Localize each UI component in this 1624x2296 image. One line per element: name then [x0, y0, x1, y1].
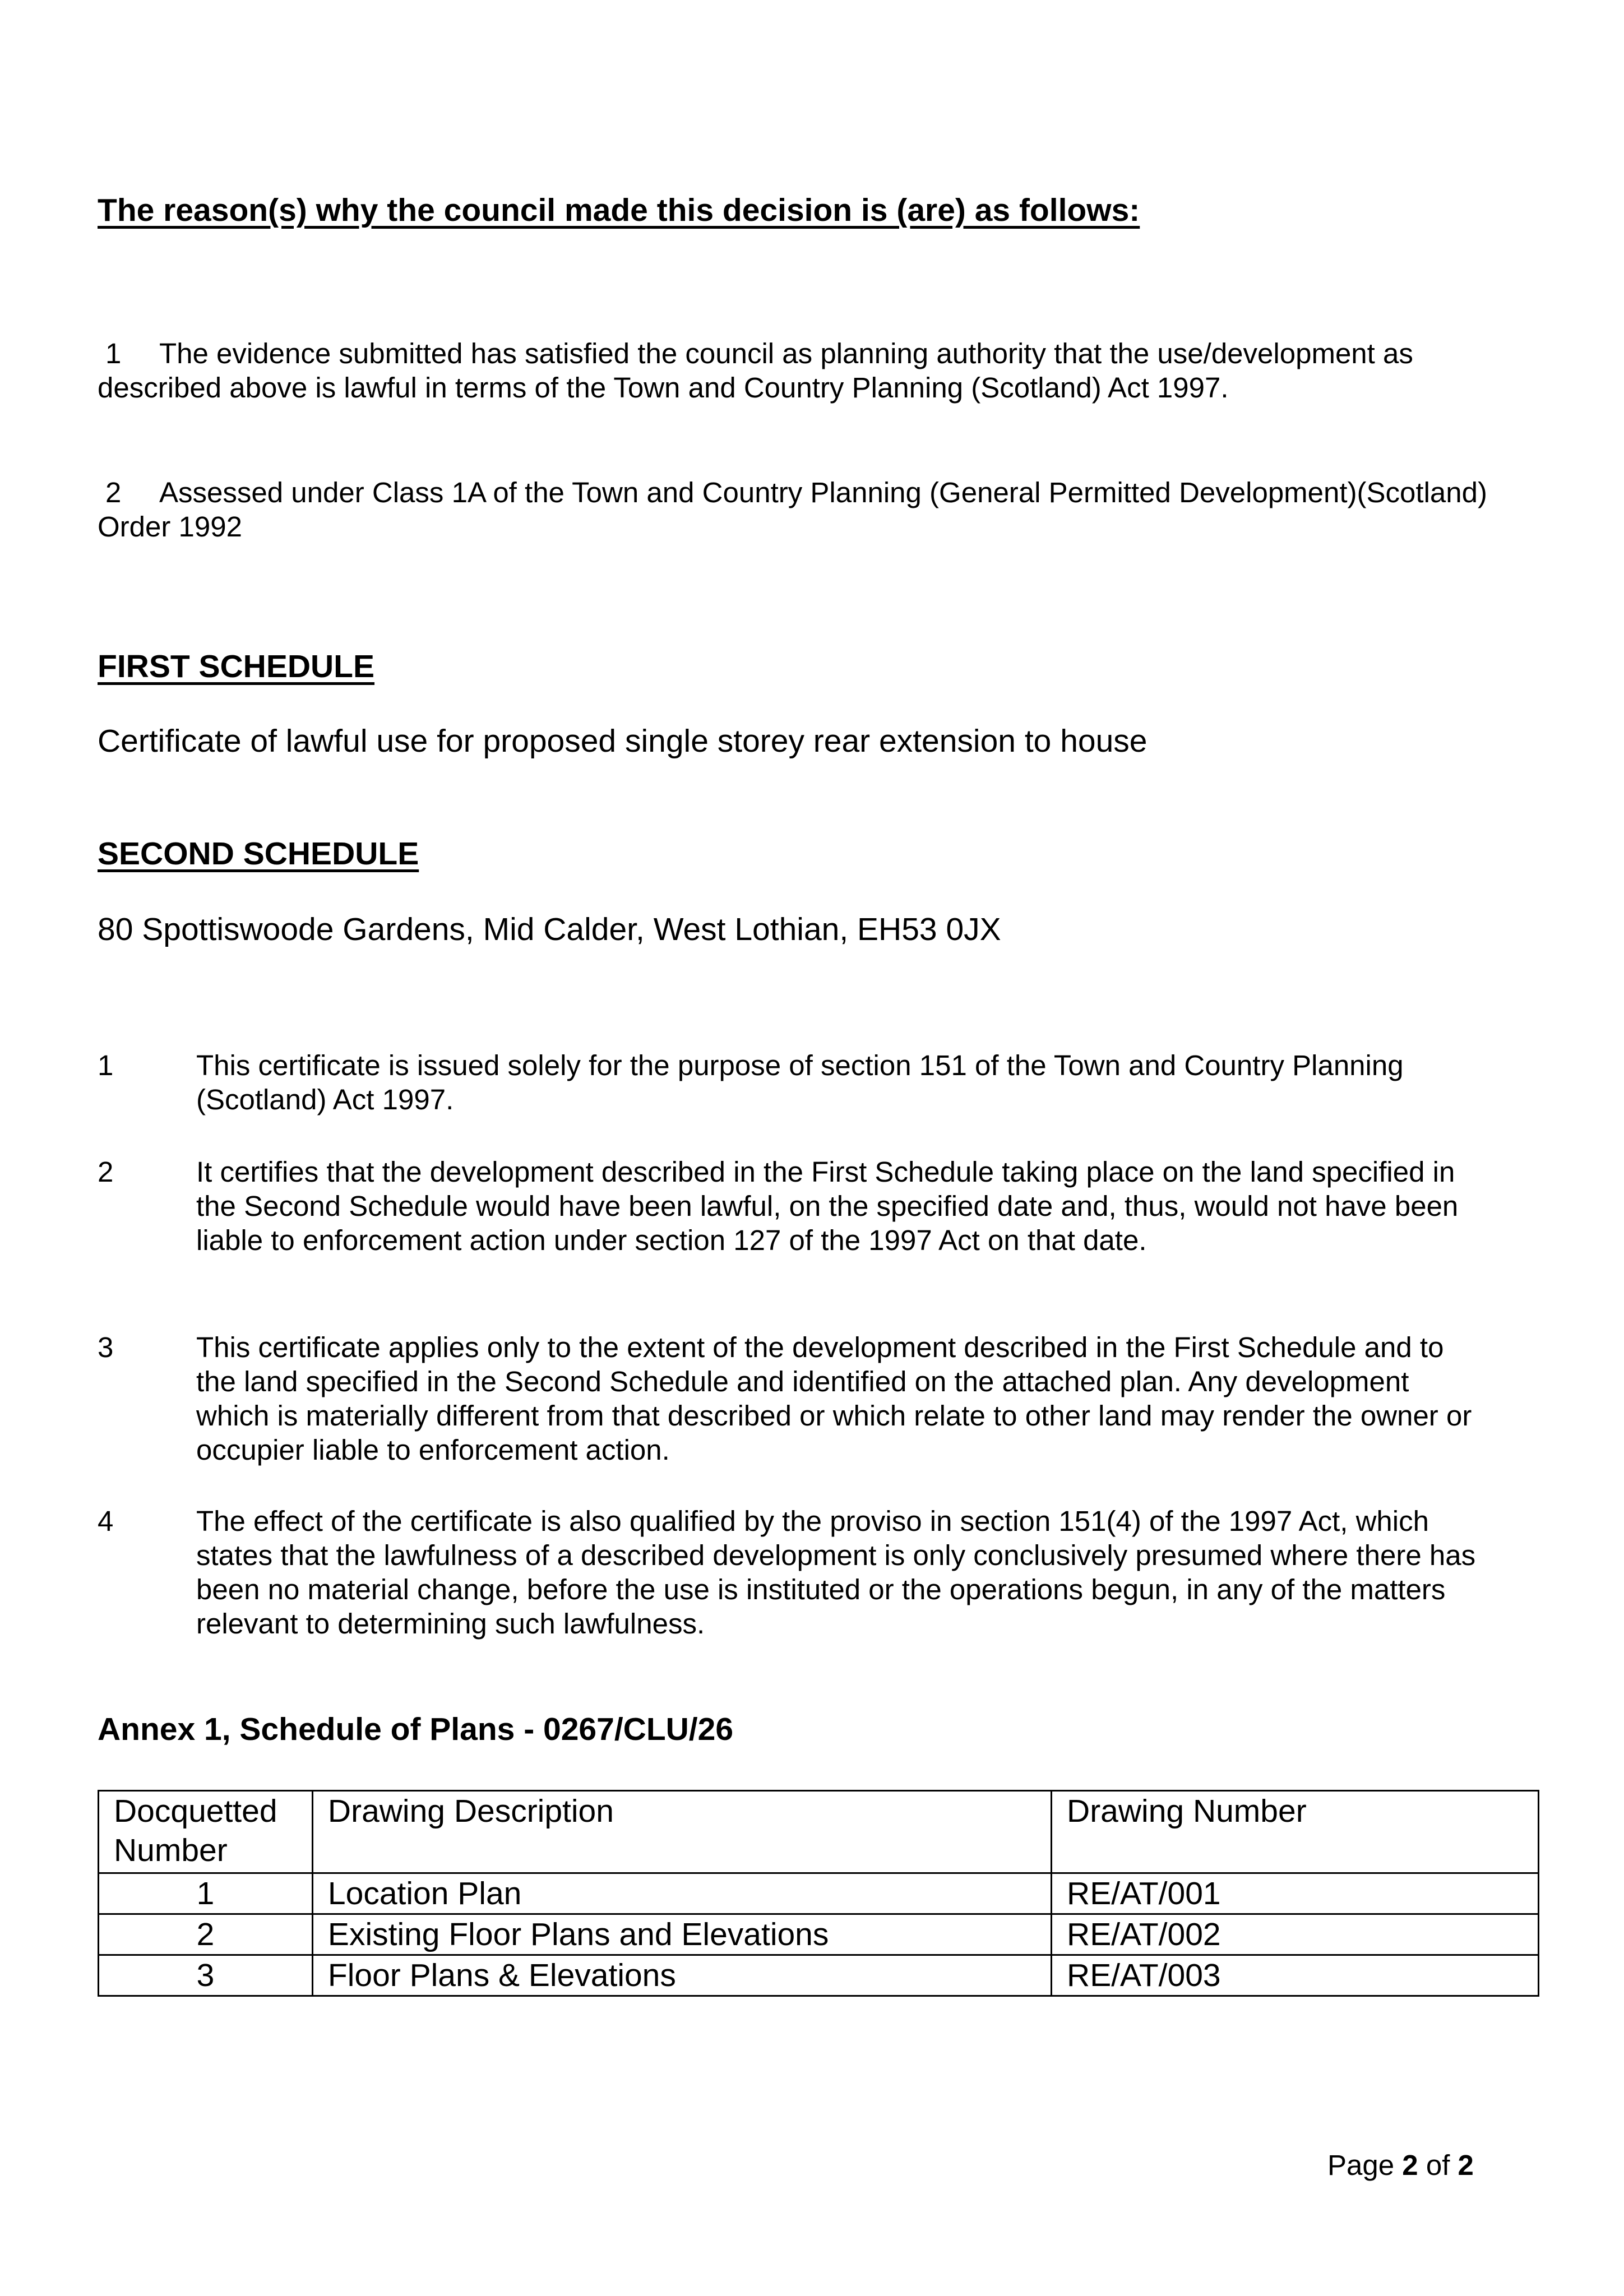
certificate-note	[98, 1330, 1488, 1467]
current-page: 2	[1402, 2149, 1418, 2181]
first-schedule-text: Certificate of lawful use for proposed single storey rear extension to house	[98, 723, 1148, 759]
reasons-heading: The reason(s) why the council made this decision is (are) as follows:	[98, 192, 1140, 228]
annex-title: Annex 1, Schedule of Plans - 0267/CLU/26	[98, 1711, 734, 1747]
docquetted-number-cell: 2	[99, 1914, 313, 1955]
table-row	[99, 1873, 1539, 1914]
drawing-description-cell: Location Plan	[312, 1873, 1051, 1914]
table-row	[99, 1955, 1539, 1996]
column-header-drawing-description: Drawing Description	[312, 1791, 1051, 1873]
reason-number: 1	[105, 337, 122, 369]
page-label: Page	[1327, 2149, 1395, 2181]
reason-text: Assessed under Class 1A of the Town and Country Planning (General Permitted Development)(Scotland) Order 1992	[98, 476, 1487, 543]
second-schedule-heading: SECOND SCHEDULE	[98, 836, 419, 872]
first-schedule-heading: FIRST SCHEDULE	[98, 649, 375, 684]
drawing-description-cell: Floor Plans & Elevations	[312, 1955, 1051, 1996]
total-pages: 2	[1458, 2149, 1474, 2181]
docquetted-number-cell: 3	[99, 1955, 313, 1996]
note-number: 2	[98, 1156, 114, 1188]
certificate-note	[98, 1504, 1488, 1641]
reason-text: The evidence submitted has satisfied the council as planning authority that the use/development as described above is lawful in terms of the Town and Country Planning (Scotland) Act 1997.	[98, 337, 1413, 404]
certificate-note	[98, 1155, 1488, 1257]
certificate-note	[98, 1048, 1488, 1117]
docquetted-number-cell: 1	[99, 1873, 313, 1914]
table-row	[99, 1914, 1539, 1955]
note-text: The effect of the certificate is also qualified by the proviso in section 151(4) of the 1997 Act, which states that the lawfulness of a described development is only conclusively presumed where there has been no material change, before the use is instituted or the operations begun, in any of the matters relevant to determining such lawfulness.	[196, 1505, 1476, 1640]
page-number	[1327, 2148, 1474, 2182]
drawing-number-cell: RE/AT/003	[1052, 1955, 1539, 1996]
note-text: This certificate is issued solely for the purpose of section 151 of the Town and Country Planning (Scotland) Act 1997.	[196, 1049, 1404, 1115]
note-number: 1	[98, 1049, 114, 1081]
drawing-number-cell: RE/AT/002	[1052, 1914, 1539, 1955]
column-header-docquetted-number: Docquetted Number	[99, 1791, 313, 1873]
table-header-row	[99, 1791, 1539, 1873]
second-schedule-address: 80 Spottiswoode Gardens, Mid Calder, West Lothian, EH53 0JX	[98, 911, 1001, 947]
note-text: This certificate applies only to the extent of the development described in the First Schedule and to the land specified in the Second Schedule and identified on the attached plan. Any development which is materially different from that described or which relate to other land may render the owner or occupier liable to enforcement action.	[196, 1331, 1472, 1466]
note-number: 4	[98, 1505, 114, 1537]
reason-item	[98, 336, 1533, 405]
column-header-drawing-number: Drawing Number	[1052, 1791, 1539, 1873]
of-label: of	[1426, 2149, 1450, 2181]
drawing-number-cell: RE/AT/001	[1052, 1873, 1539, 1914]
reason-number: 2	[105, 476, 122, 508]
reason-item	[98, 475, 1533, 544]
schedule-of-plans-table	[98, 1790, 1539, 1997]
note-text: It certifies that the development described in the First Schedule taking place on the land specified in the Second Schedule would have been lawful, on the specified date and, thus, would not have been liable to enforcement action under section 127 of the 1997 Act on that date.	[196, 1156, 1459, 1256]
drawing-description-cell: Existing Floor Plans and Elevations	[312, 1914, 1051, 1955]
note-number: 3	[98, 1331, 114, 1363]
